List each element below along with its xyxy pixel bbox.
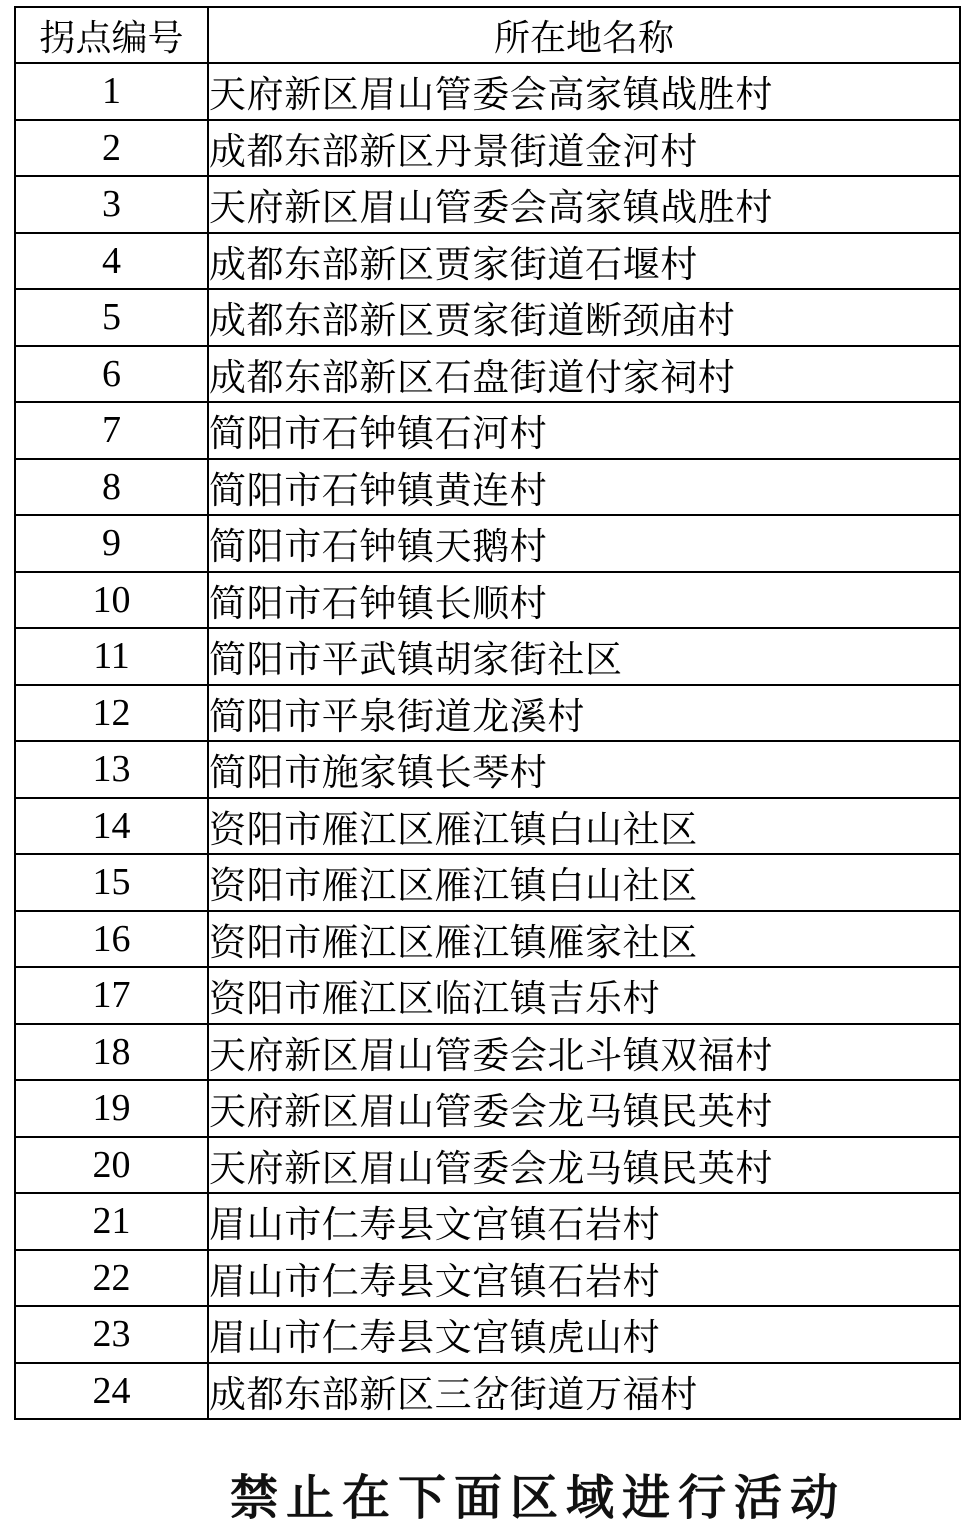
point-id-cell: 12 xyxy=(15,685,208,742)
point-id-cell: 13 xyxy=(15,741,208,798)
table-row xyxy=(15,741,960,798)
location-name-cell: 成都东部新区贾家街道石堰村 xyxy=(208,233,960,290)
point-id-cell: 17 xyxy=(15,967,208,1024)
location-name-cell: 天府新区眉山管委会龙马镇民英村 xyxy=(208,1137,960,1194)
point-id-cell: 2 xyxy=(15,120,208,177)
point-id-cell: 6 xyxy=(15,346,208,403)
point-id-cell: 7 xyxy=(15,402,208,459)
location-name-cell: 成都东部新区三岔街道万福村 xyxy=(208,1363,960,1420)
location-name-cell: 简阳市石钟镇长顺村 xyxy=(208,572,960,629)
table-row xyxy=(15,572,960,629)
location-name-cell: 天府新区眉山管委会高家镇战胜村 xyxy=(208,63,960,120)
table-row xyxy=(15,459,960,516)
location-table-container xyxy=(14,6,959,1420)
point-id-cell: 19 xyxy=(15,1080,208,1137)
location-name-cell: 资阳市雁江区雁江镇白山社区 xyxy=(208,854,960,911)
location-name-cell: 眉山市仁寿县文宫镇石岩村 xyxy=(208,1250,960,1307)
point-id-cell: 10 xyxy=(15,572,208,629)
table-row xyxy=(15,798,960,855)
location-name-cell: 眉山市仁寿县文宫镇石岩村 xyxy=(208,1193,960,1250)
location-name-cell: 资阳市雁江区临江镇吉乐村 xyxy=(208,967,960,1024)
location-name-cell: 简阳市石钟镇石河村 xyxy=(208,402,960,459)
location-name-cell: 天府新区眉山管委会高家镇战胜村 xyxy=(208,176,960,233)
location-name-cell: 成都东部新区石盘街道付家祠村 xyxy=(208,346,960,403)
table-row xyxy=(15,289,960,346)
table-row xyxy=(15,63,960,120)
location-name-cell: 资阳市雁江区雁江镇雁家社区 xyxy=(208,911,960,968)
point-id-cell: 24 xyxy=(15,1363,208,1420)
location-name-cell: 天府新区眉山管委会北斗镇双福村 xyxy=(208,1024,960,1081)
table-body xyxy=(15,63,960,1419)
table-row xyxy=(15,1080,960,1137)
point-id-cell: 20 xyxy=(15,1137,208,1194)
table-row xyxy=(15,1306,960,1363)
cutoff-footer-text xyxy=(230,1470,970,1526)
point-id-cell: 5 xyxy=(15,289,208,346)
location-name-cell: 成都东部新区贾家街道断颈庙村 xyxy=(208,289,960,346)
location-name-cell: 资阳市雁江区雁江镇白山社区 xyxy=(208,798,960,855)
table-row xyxy=(15,120,960,177)
location-table xyxy=(14,6,961,1420)
location-name-cell: 天府新区眉山管委会龙马镇民英村 xyxy=(208,1080,960,1137)
table-row xyxy=(15,1024,960,1081)
point-id-cell: 18 xyxy=(15,1024,208,1081)
point-id-cell: 8 xyxy=(15,459,208,516)
table-row xyxy=(15,685,960,742)
table-row xyxy=(15,1193,960,1250)
table-row xyxy=(15,967,960,1024)
location-name-cell: 简阳市施家镇长琴村 xyxy=(208,741,960,798)
table-row xyxy=(15,176,960,233)
table-row xyxy=(15,854,960,911)
table-row xyxy=(15,1363,960,1420)
point-id-cell: 21 xyxy=(15,1193,208,1250)
point-id-cell: 15 xyxy=(15,854,208,911)
point-id-cell: 1 xyxy=(15,63,208,120)
header-location-name: 所在地名称 xyxy=(208,7,960,63)
header-point-id: 拐点编号 xyxy=(15,7,208,63)
table-row xyxy=(15,911,960,968)
point-id-cell: 14 xyxy=(15,798,208,855)
cutoff-footer-label: 禁止在下面区域进行活动 xyxy=(230,1470,847,1526)
point-id-cell: 23 xyxy=(15,1306,208,1363)
table-row xyxy=(15,233,960,290)
table-row xyxy=(15,628,960,685)
location-name-cell: 简阳市石钟镇黄连村 xyxy=(208,459,960,516)
location-name-cell: 简阳市石钟镇天鹅村 xyxy=(208,515,960,572)
point-id-cell: 11 xyxy=(15,628,208,685)
table-row xyxy=(15,402,960,459)
table-row xyxy=(15,346,960,403)
location-name-cell: 成都东部新区丹景街道金河村 xyxy=(208,120,960,177)
point-id-cell: 3 xyxy=(15,176,208,233)
point-id-cell: 16 xyxy=(15,911,208,968)
table-row xyxy=(15,1250,960,1307)
point-id-cell: 22 xyxy=(15,1250,208,1307)
table-header-row xyxy=(15,7,960,63)
table-row xyxy=(15,515,960,572)
location-name-cell: 简阳市平武镇胡家街社区 xyxy=(208,628,960,685)
point-id-cell: 9 xyxy=(15,515,208,572)
location-name-cell: 眉山市仁寿县文宫镇虎山村 xyxy=(208,1306,960,1363)
location-name-cell: 简阳市平泉街道龙溪村 xyxy=(208,685,960,742)
point-id-cell: 4 xyxy=(15,233,208,290)
table-row xyxy=(15,1137,960,1194)
